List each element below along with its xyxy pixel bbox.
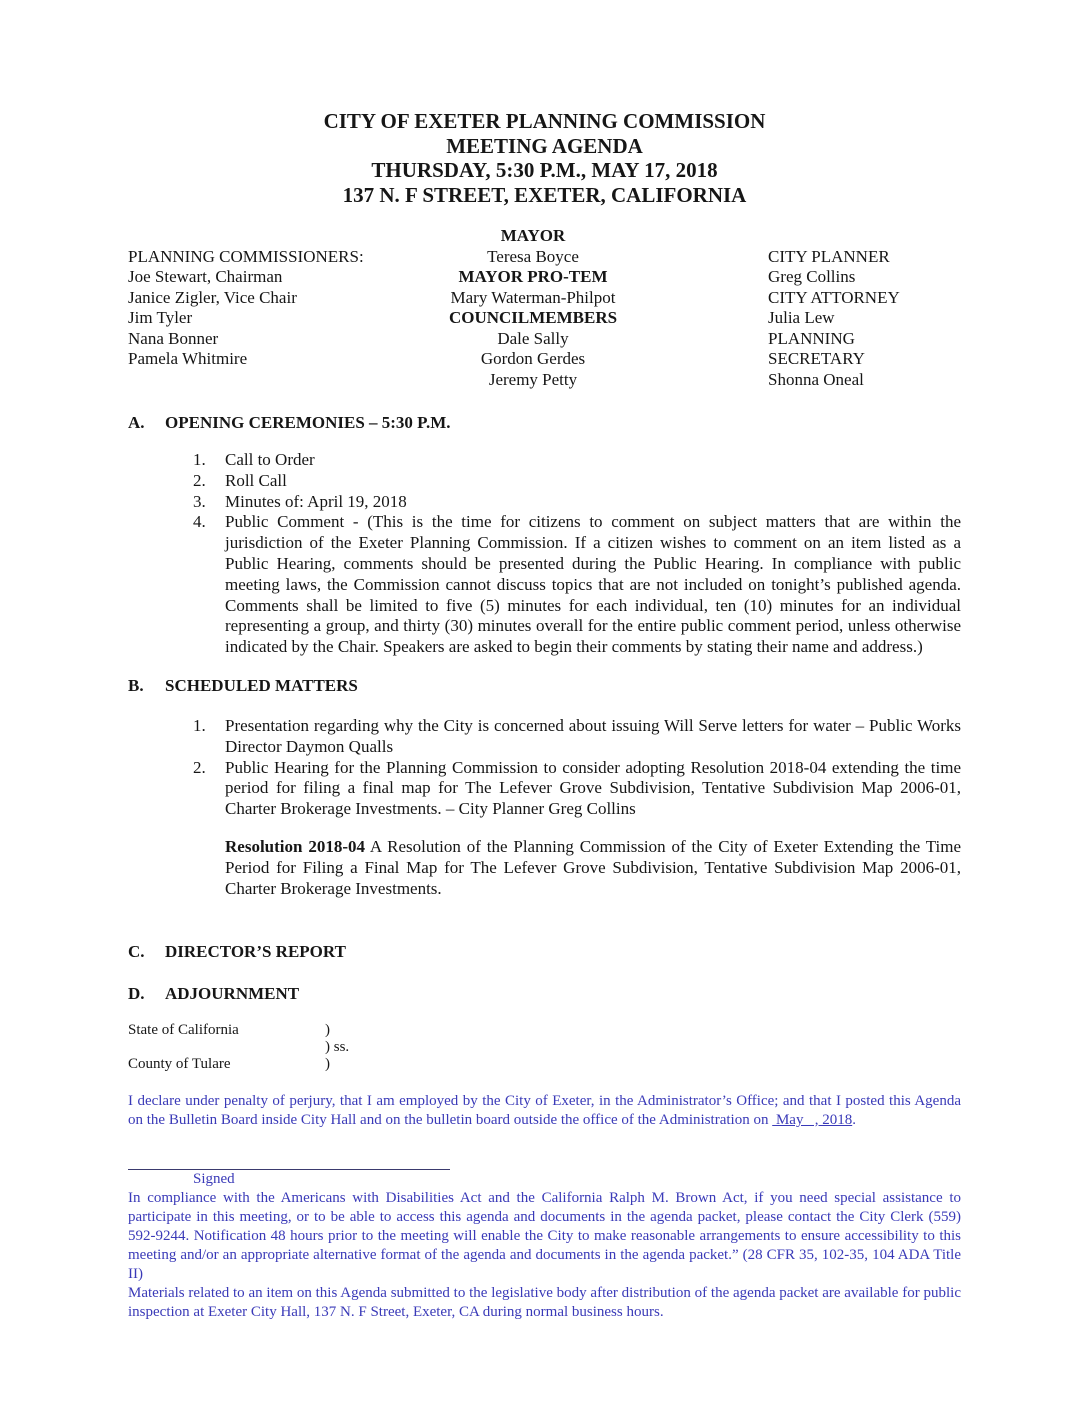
councilmember-3: Jeremy Petty xyxy=(488,369,578,389)
city-attorney-name: Julia Lew xyxy=(768,308,835,327)
jurat-paren-ss: ) ss. xyxy=(325,1039,350,1056)
city-planner-heading: CITY PLANNER xyxy=(768,246,890,266)
section-d-title: ADJOURNMENT xyxy=(165,984,300,1004)
posting-declaration xyxy=(128,1092,961,1130)
item-text: Presentation regarding why the City is concerned about issuing Will Serve letters for water – Public Works Director Daymon Qualls xyxy=(225,715,961,756)
agenda-item-a3 xyxy=(128,492,961,513)
city-attorney-heading: CITY ATTORNEY xyxy=(768,287,900,307)
item-number: 3. xyxy=(193,491,206,511)
commissioner-chairman: Joe Stewart, Chairman xyxy=(128,267,283,286)
declaration-date-blank: May , 2018 xyxy=(772,1111,853,1128)
declaration-period: . xyxy=(852,1111,856,1128)
section-b-letter: B. xyxy=(128,675,144,695)
planning-secretary-heading-2: SECRETARY xyxy=(768,349,865,368)
section-a-title: OPENING CEREMONIES – 5:30 P.M. xyxy=(165,413,451,432)
section-a-heading xyxy=(128,412,961,434)
jurat-state-label: State of California xyxy=(128,1022,239,1039)
item-number: 1. xyxy=(193,450,206,469)
city-planner-name: Greg Collins xyxy=(768,267,856,286)
item-text: Roll Call xyxy=(225,470,287,490)
item-number: 2. xyxy=(193,470,206,490)
commissioner-3: Jim Tyler xyxy=(128,308,193,327)
section-c-title: DIRECTOR’S REPORT xyxy=(165,942,346,962)
agenda-item-a4 xyxy=(128,512,961,658)
jurat-paren-3: ) xyxy=(325,1055,330,1072)
agenda-item-b2 xyxy=(128,758,961,820)
agenda-item-a1 xyxy=(128,450,961,471)
item-text: Call to Order xyxy=(225,450,315,469)
resolution-text: A Resolution of the Planning Commission of the City of Exeter Extending the Time Period for Filing a Final Map for The Lefever Grove Subdivision, Tentative Subdivision Map 2006-01, Charter Brokerage Investments. xyxy=(225,836,961,898)
mayor-heading: MAYOR xyxy=(500,226,566,245)
section-c-heading xyxy=(128,941,961,963)
page-content xyxy=(128,0,961,1322)
jurat-county-label: County of Tulare xyxy=(128,1055,231,1072)
declaration-text: I declare under penalty of perjury, that I am employed by the City of Exeter, in the Administrator’s Office; and that I posted this Agenda on the Bulletin Board inside City Hall and on the bulletin board outside the office of the Administration on xyxy=(128,1092,961,1128)
resolution-paragraph xyxy=(128,837,961,899)
section-a-items xyxy=(128,450,961,658)
mayor-pro-tem-name: Mary Waterman-Philpot xyxy=(450,287,616,307)
title-line-2: MEETING AGENDA xyxy=(446,133,643,158)
resolution-number: Resolution 2018-04 xyxy=(225,836,365,856)
councilmember-2: Gordon Gerdes xyxy=(480,349,586,368)
item-text: Public Comment - (This is the time for citizens to comment on subject matters that are within the jurisdiction of the Exeter Planning Commission. If a citizen wishes to comment on an item listed as a Public Hearing, comments should be presented during the Public Hearing. In compliance with public meeting laws, the Commission cannot discuss topics that are not included on tonight’s published agenda. Comments shall be limited to five (5) minutes for each individual, ten (10) minutes for an individual representing a group, and thirty (30) minutes overall for the entire public comment period, unless otherwise indicated by the Chair. Speakers are asked to begin their comments by stating their name and address.) xyxy=(225,512,961,657)
section-c-letter: C. xyxy=(128,942,145,962)
section-a-letter: A. xyxy=(128,413,145,432)
title-line-3: THURSDAY, 5:30 P.M., MAY 17, 2018 xyxy=(371,158,718,182)
mayor-name: Teresa Boyce xyxy=(487,246,579,266)
section-b-items xyxy=(128,716,961,820)
section-d-letter: D. xyxy=(128,984,145,1004)
item-number: 2. xyxy=(193,757,206,777)
section-b-heading xyxy=(128,675,961,697)
mayor-pro-tem-heading: MAYOR PRO-TEM xyxy=(458,267,608,286)
city-staff-column xyxy=(768,247,900,391)
agenda-item-a2 xyxy=(128,471,961,492)
section-b-title: SCHEDULED MATTERS xyxy=(165,675,358,695)
item-text: Minutes of: April 19, 2018 xyxy=(225,491,407,511)
commissioner-4: Nana Bonner xyxy=(128,328,219,348)
jurat-block xyxy=(128,1022,961,1072)
planning-secretary-heading-1: PLANNING xyxy=(768,328,855,348)
commissioner-vice-chair: Janice Zigler, Vice Chair xyxy=(128,287,297,307)
jurat-ss-row xyxy=(128,1039,961,1056)
mayor-council-column xyxy=(303,226,763,390)
materials-notice: Materials related to an item on this Agenda submitted to the legislative body after distribution of the agenda packet are available for public inspection at Exeter City Hall, 137 N. F Street, Exeter, CA during normal business hours. xyxy=(128,1284,961,1320)
title-line-4: 137 N. F STREET, EXETER, CALIFORNIA xyxy=(342,182,747,207)
ada-notice: In compliance with the Americans with Disabilities Act and the California Ralph M. Brown Act, if you need special assistance to participate in this meeting, or to be able to access this agenda and documents in the agenda packet, please contact the City Clerk (559) 592-9244. Notification 48 hours prior to the meeting will enable the City to make reasonable arrangements to ensure accessibility to this meeting and/or an appropriate alternative format of the agenda and documents in the agenda packet.” (28 CFR 35, 102-35, 104 ADA Title II) xyxy=(128,1189,961,1282)
document-title xyxy=(128,0,961,207)
item-number: 1. xyxy=(193,715,206,735)
section-d-heading xyxy=(128,983,961,1005)
title-line-1: CITY OF EXETER PLANNING COMMISSION xyxy=(323,109,766,133)
jurat-state-row xyxy=(128,1022,961,1039)
signed-label: Signed xyxy=(193,1170,235,1187)
item-number: 4. xyxy=(193,512,206,532)
councilmember-1: Dale Sally xyxy=(497,328,569,348)
councilmembers-heading: COUNCILMEMBERS xyxy=(448,308,618,327)
jurat-paren-1: ) xyxy=(325,1022,330,1039)
planning-secretary-name: Shonna Oneal xyxy=(768,369,864,389)
commissioner-5: Pamela Whitmire xyxy=(128,349,248,368)
commissioners-heading: PLANNING COMMISSIONERS: xyxy=(128,246,364,266)
agenda-item-b1 xyxy=(128,716,961,758)
officials-block xyxy=(128,226,961,390)
jurat-county-row xyxy=(128,1056,961,1073)
item-text: Public Hearing for the Planning Commission to consider adopting Resolution 2018-04 extending the time period for filing a final map for The Lefever Grove Subdivision, Tentative Subdivision Map 2006-01, Charter Brokerage Investments. – City Planner Greg Collins xyxy=(225,757,961,819)
